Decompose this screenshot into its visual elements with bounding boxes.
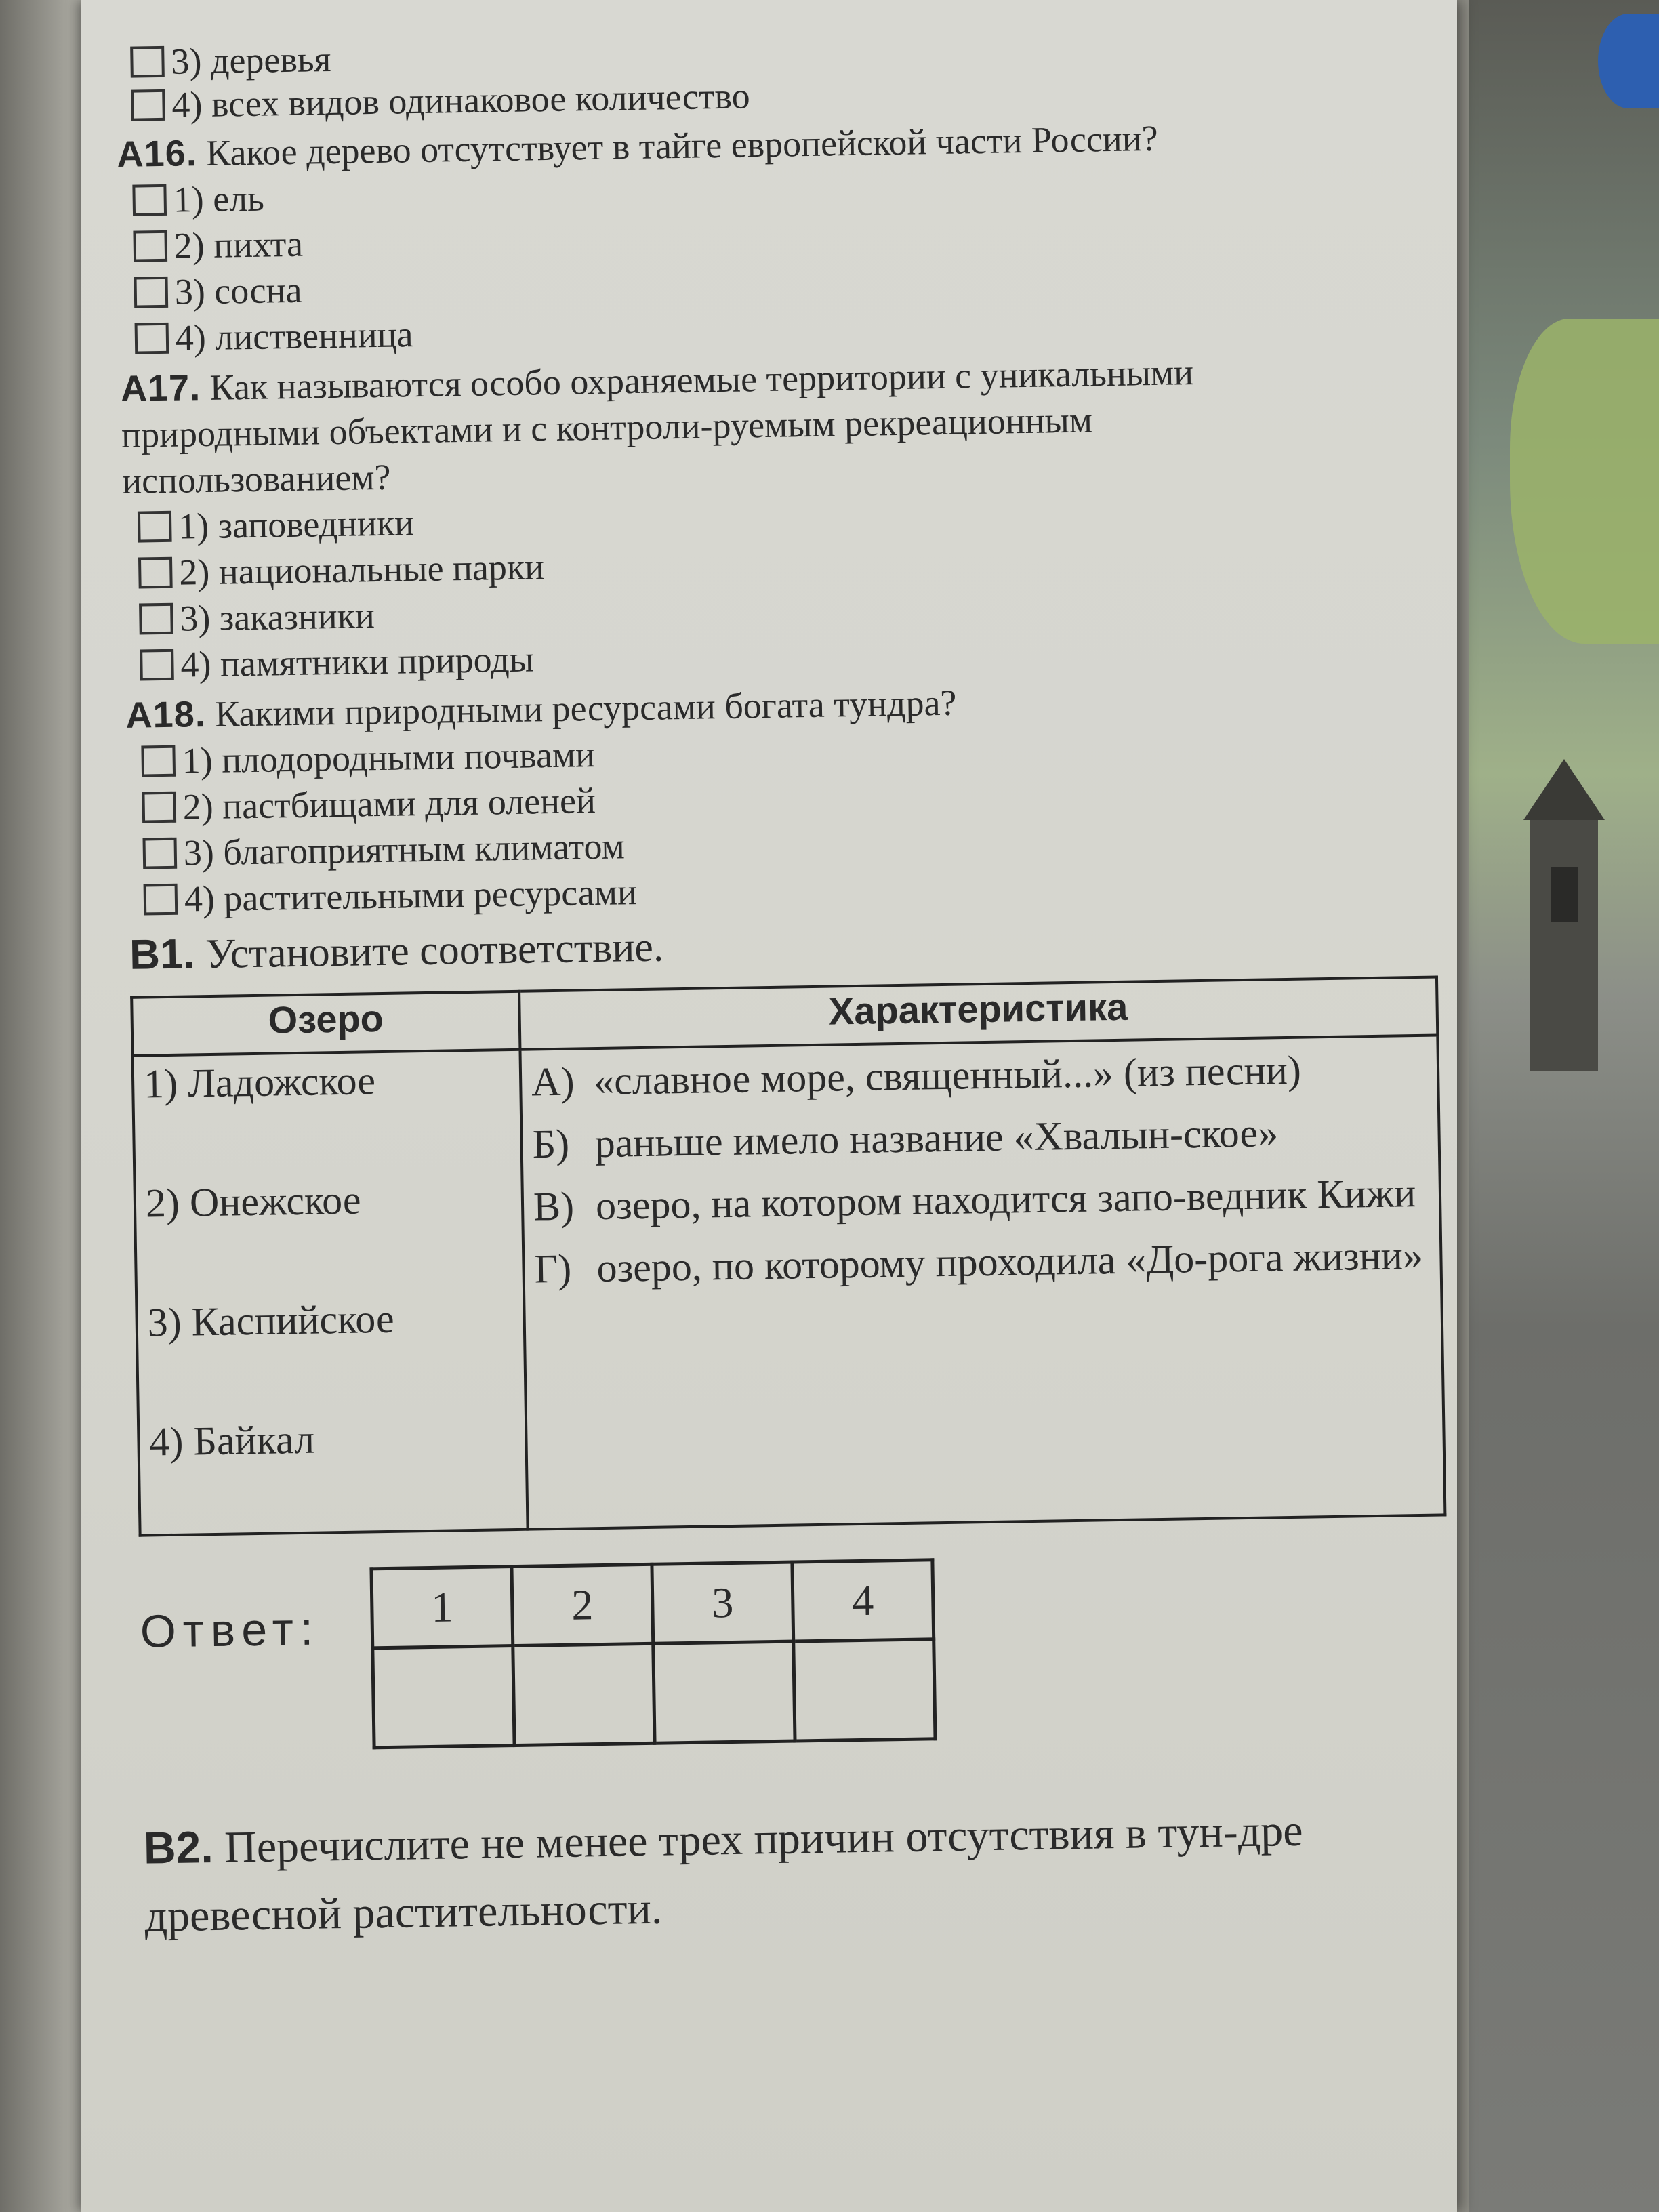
characteristic-letter: А): [531, 1059, 575, 1105]
answer-header-cell: 4: [792, 1560, 934, 1641]
question-number: B2.: [143, 1822, 214, 1873]
question-text: A16. Какое дерево отсутствует в тайге европейской части России?: [117, 117, 1159, 175]
option-label: 3) деревья: [171, 39, 331, 82]
option-label: 3) заказники: [179, 595, 375, 639]
question-a16: [117, 110, 1516, 362]
question-text: A17. Как называются особо охраняемые территории с уникальными природными объектами и с контроли-руемым рекреационным использованием?: [120, 352, 1194, 501]
question-text: A18. Какими природными ресурсами богата тундра?: [125, 682, 957, 736]
answer-input-cell[interactable]: [513, 1643, 655, 1745]
answer-table: [369, 1558, 937, 1749]
option-label: 2) пастбищами для оленей: [182, 780, 596, 827]
question-number: A17.: [120, 367, 201, 409]
option-label: 2) пихта: [173, 223, 304, 266]
option-label: 3) сосна: [174, 269, 302, 312]
checkbox[interactable]: [133, 230, 167, 262]
option-label: 4) лиственница: [175, 314, 413, 359]
option-label: 4) всех видов одинаковое количество: [171, 75, 751, 125]
question-b2: B2. Перечислите не менее трех причин отсутствия в тун-дре древесной растительности.: [143, 1805, 1304, 1942]
checkbox[interactable]: [135, 323, 169, 354]
lakes-column: [133, 1050, 528, 1536]
option-label: 2) национальные парки: [178, 546, 545, 593]
characteristics-column: [520, 1036, 1445, 1530]
option-label: 4) растительными ресурсами: [184, 872, 638, 920]
answer-input-cell[interactable]: [373, 1646, 514, 1748]
checkbox[interactable]: [142, 838, 177, 869]
lake-item: 3) Каспийское: [147, 1296, 395, 1345]
worksheet-content: [115, 19, 1541, 1951]
matching-table: [130, 976, 1446, 1537]
question-number: A18.: [125, 694, 207, 736]
option-label: 1) заповедники: [178, 502, 415, 547]
column-header-lake: Озеро: [131, 991, 520, 1056]
checkbox[interactable]: [138, 557, 173, 589]
checkbox[interactable]: [138, 511, 172, 543]
background-left-sheet: [0, 0, 95, 2212]
checkbox[interactable]: [134, 276, 168, 308]
answer-input-cell[interactable]: [653, 1641, 795, 1743]
lake-item: 1) Ладожское: [143, 1058, 376, 1107]
checkbox[interactable]: [142, 792, 176, 823]
answer-header-cell: 1: [371, 1567, 513, 1648]
answer-header-cell: 2: [512, 1564, 653, 1645]
option-label: 1) ель: [173, 178, 265, 220]
answer-input-cell[interactable]: [794, 1639, 935, 1741]
characteristic-text: озеро, на котором находится запо-ведник Кижи: [595, 1170, 1416, 1229]
characteristic-item: [534, 1224, 1431, 1300]
characteristic-text: раньше имело название «Хвалын-ское»: [594, 1110, 1279, 1166]
question-number: A16.: [117, 133, 198, 175]
answer-label: Ответ:: [140, 1603, 321, 1658]
answer-header-cell: 3: [652, 1562, 794, 1643]
blue-marker-cap: [1598, 14, 1659, 108]
characteristic-text: «славное море, священный...» (из песни): [593, 1047, 1302, 1104]
background-map-fragment: [1510, 319, 1659, 644]
lake-item: 4) Байкал: [148, 1416, 315, 1465]
answer-section: [139, 1549, 1538, 1753]
checkbox[interactable]: [132, 184, 167, 216]
checkbox[interactable]: [140, 649, 174, 681]
checkbox[interactable]: [139, 603, 173, 635]
checkbox[interactable]: [131, 89, 165, 121]
checkbox[interactable]: [141, 745, 176, 777]
characteristic-letter: Г): [534, 1246, 572, 1292]
characteristic-letter: В): [533, 1183, 575, 1229]
characteristic-text: озеро, по которому проходила «До-рога жизни»: [596, 1232, 1424, 1291]
characteristic-letter: Б): [532, 1121, 570, 1167]
checkbox[interactable]: [130, 46, 165, 78]
question-number: B1.: [129, 930, 196, 979]
lake-item: 2) Онежское: [145, 1177, 361, 1226]
checkbox[interactable]: [144, 884, 178, 916]
option-label: 4) памятники природы: [180, 638, 535, 685]
question-a18: [125, 671, 1525, 923]
option-label: 1) плодородными почвами: [182, 734, 596, 781]
column-header-characteristic: Характеристика: [519, 977, 1437, 1050]
question-b1: B1. Установите соответствие.: [129, 924, 664, 979]
question-a17: [121, 344, 1521, 689]
option-label: 3) благоприятным климатом: [183, 825, 626, 874]
